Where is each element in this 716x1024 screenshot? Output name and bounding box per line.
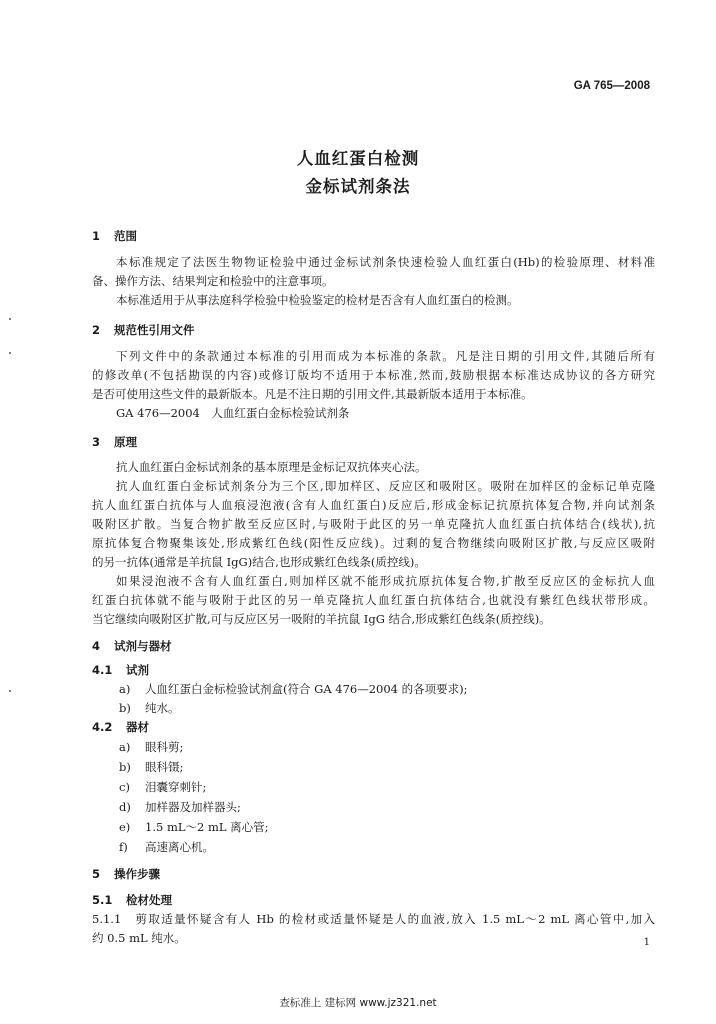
scan-speck	[9, 690, 11, 692]
section-2-heading: 2 规范性引用文件	[92, 323, 195, 337]
list-item: a) 眼科剪;	[119, 740, 184, 754]
s1-paragraph-2: 本标准适用于从事法庭科学检验中检验鉴定的检材是否含有人血红蛋白的检测。	[116, 293, 519, 307]
section-5-heading: 5 操作步骤	[92, 867, 160, 881]
s2-paragraph-line-3: 是否可使用这些文件的最新版本。凡是不注日期的引用文件,其最新版本适用于本标准。	[92, 387, 533, 401]
section-1-heading: 1 范围	[92, 229, 137, 243]
title-line-1: 人血红蛋白检测	[296, 149, 420, 168]
list-item: b) 纯水。	[119, 701, 180, 715]
section-4-heading: 4 试剂与器材	[92, 639, 172, 653]
list-item: a) 人血红蛋白金标检验试剂盒(符合 GA 476—2004 的各项要求);	[119, 682, 468, 696]
section-4-1-heading: 4.1 试剂	[92, 663, 149, 677]
list-item: e) 1.5 mL～2 mL 离心管;	[119, 820, 269, 834]
s1-paragraph-1-line-1: 本标准规定了法医生物物证检验中通过金标试剂条快速检验人血红蛋白(Hb)的检验原理、材料准	[116, 255, 655, 269]
list-item: b) 眼科镊;	[119, 760, 184, 774]
s3-paragraph-2-line-2: 抗人血红蛋白抗体与人血痕浸泡液(含有人血红蛋白)反应后,形成金标记抗原抗体复合物,并向试剂条	[92, 498, 655, 512]
page-number: 1	[643, 937, 650, 948]
s3-paragraph-2-line-4: 原抗体复合物聚集该处,形成紫红色线(阳性反应线)。过剩的复合物继续向吸附区扩散,与反应区吸附	[92, 536, 655, 550]
scan-speck	[9, 318, 11, 320]
list-item: f) 高速离心机。	[119, 840, 214, 854]
s3-paragraph-2-line-1: 抗人血红蛋白金标试剂条分为三个区,即加样区、反应区和吸附区。吸附在加样区的金标记单克隆	[116, 479, 655, 493]
s3-paragraph-2-line-3: 吸附区扩散。当复合物扩散至反应区时,与吸附于此区的另一单克隆抗人血红蛋白抗体结合(线状),抗	[92, 517, 655, 531]
section-5-1-heading: 5.1 检材处理	[92, 893, 172, 907]
title-line-2: 金标试剂条法	[305, 177, 411, 196]
list-item: c) 泪囊穿刺针;	[119, 780, 207, 794]
s3-paragraph-3-line-3: 当它继续向吸附区扩散,可与反应区另一吸附的羊抗鼠 IgG 结合,形成紫红色线条(质控线)。	[92, 612, 551, 626]
s1-paragraph-1-line-2: 备、操作方法、结果判定和检验中的注意事项。	[92, 274, 334, 288]
document-code: GA 765—2008	[573, 80, 650, 92]
list-item: d) 加样器及加样器头;	[119, 800, 241, 814]
s3-paragraph-1: 抗人血红蛋白金标试剂条的基本原理是金标记双抗体夹心法。	[116, 460, 427, 474]
s3-paragraph-3-line-1: 如果浸泡液不含有人血红蛋白,则加样区就不能形成抗原抗体复合物,扩散至反应区的金标抗人血	[116, 574, 655, 588]
section-3-heading: 3 原理	[92, 435, 137, 449]
s2-paragraph-line-2: 的修改单(不包括勘误的内容)或修订版均不适用于本标准,然而,鼓励根据本标准达成协议的各方研究	[92, 368, 655, 382]
section-4-2-heading: 4.2 器材	[92, 720, 149, 734]
s5-1-1-line-2: 约 0.5 mL 纯水。	[92, 931, 186, 945]
s3-paragraph-3-line-2: 红蛋白抗体就不能与吸附于此区的另一单克隆抗人血红蛋白抗体结合,也就没有紫红色线状带形成。	[92, 593, 655, 607]
s5-1-1-line-1: 5.1.1 剪取适量怀疑含有人 Hb 的检材或适量怀疑是人的血液,放入 1.5 mL～2 mL 离心管中,加入	[92, 912, 655, 926]
s3-paragraph-2-line-5: 的另一抗体(通常是羊抗鼠 IgG)结合,也形成紫红色线条(质控线)。	[92, 555, 426, 569]
footer-watermark: 查标准上 建标网 www.jz321.net	[279, 997, 437, 1009]
s2-reference: GA 476—2004 人血红蛋白金标检验试剂条	[116, 406, 350, 420]
s2-paragraph-line-1: 下列文件中的条款通过本标准的引用而成为本标准的条款。凡是注日期的引用文件,其随后所有	[116, 349, 655, 363]
scan-speck	[9, 352, 11, 354]
